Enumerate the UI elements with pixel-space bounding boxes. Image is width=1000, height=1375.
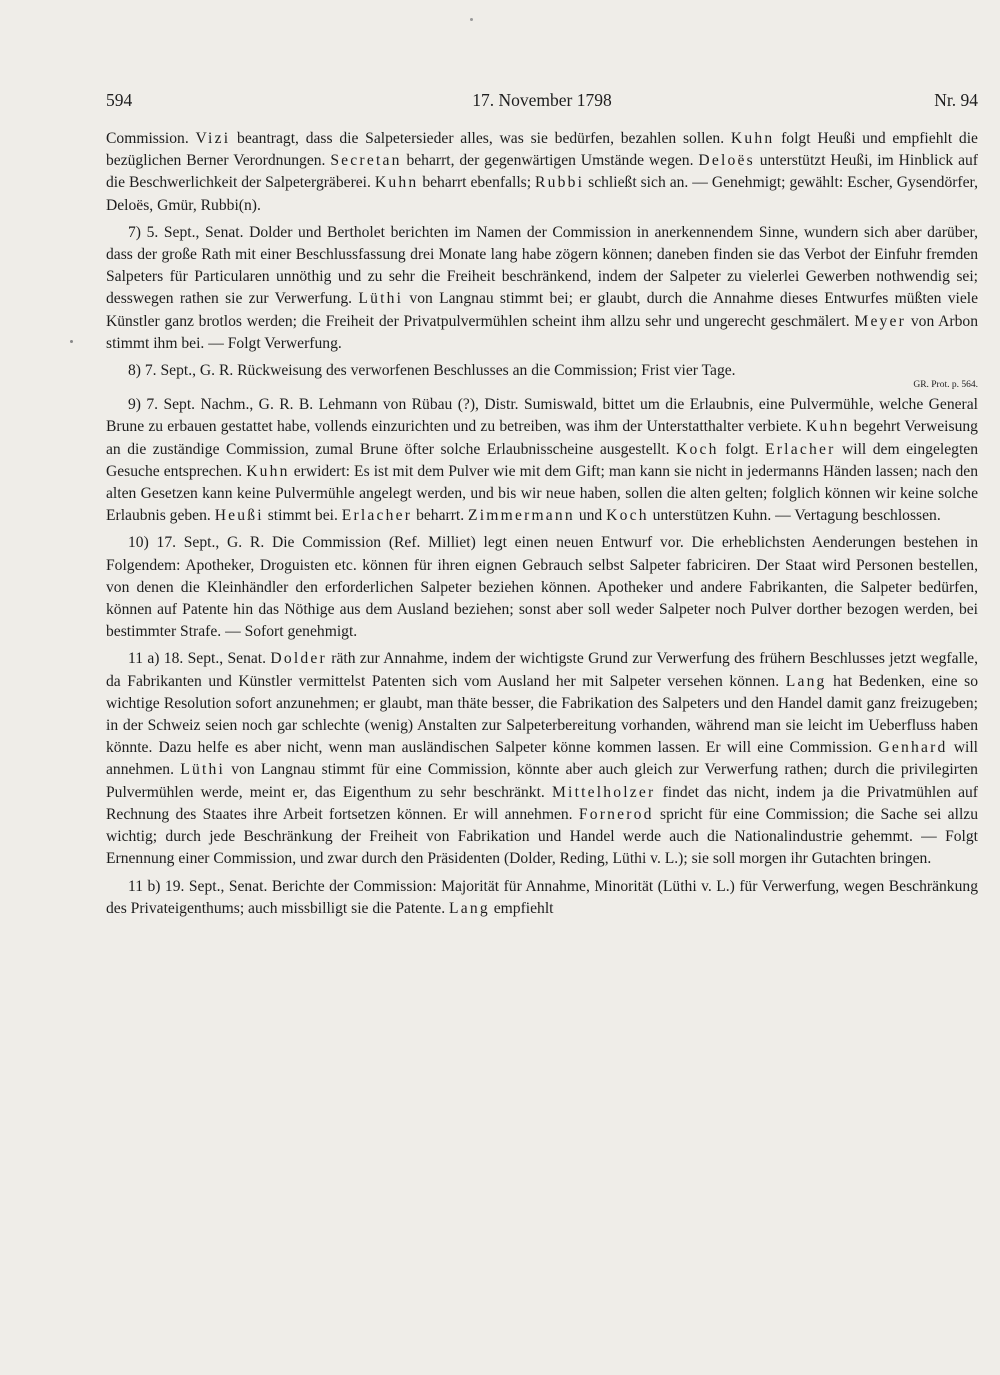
paragraph-commission [106,128,978,217]
text-run: 9) 7. Sept. Nachm., G. R. B. Lehmann von Rübau (?), Distr. Sumiswald, bittet um die Erlaubnis, eine Pulvermühle, welche General Brune zu erbauen gestattet habe, vollends einzurichten und zu betreiben, was ihm der Unterstatthalter verbiete. [106,396,978,436]
speaker-name: Erlacher [765,440,836,458]
text-run: folgt. [718,440,766,458]
text-run: beharrt ebenfalls; [418,174,536,192]
text-run: von Arbon stimmt ihm bei. — Folgt Verwerfung. [106,312,978,352]
speaker-name: Kuhn [246,462,290,480]
speaker-name: Deloës [698,152,755,170]
speaker-name: Lang [449,899,490,917]
speaker-name: Lüthi [358,290,404,308]
text-run: unterstützen Kuhn. — Vertagung beschlossen. [648,507,941,525]
text-run: will dem eingelegten Gesuche entsprechen. [106,440,978,480]
paragraph-9 [106,394,978,527]
text-run: unterstützt Heußi, im Hinblick auf die Beschwerlichkeit der Salpetergräberei. [106,152,978,192]
running-header [106,90,978,114]
speaker-name: Genhard [878,739,948,757]
speaker-name: Kuhn [806,418,850,436]
speaker-name: Secretan [330,152,402,170]
text-run: spricht für eine Commission; die Sache sei allzu wichtig; durch jede Beschränkung der Freiheit von Fabrikation und Handel werde auch die Nationalindustrie gehemmt. — Folgt Ernennung einer Commission, und zwar durch den Präsidenten (Dolder, Reding, Lüthi v. L.); sie soll morgen ihr Gutachten bringen. [106,805,978,868]
text-run: 11 a) 18. Sept., Senat. [128,650,271,668]
speaker-name: Rubbi [535,174,585,192]
text-run: von Langnau stimmt für eine Commission, könnte aber auch gleich zur Verwerfung rathen; durch die privilegirten Pulvermühlen werde, meint er, das Eigenthum zu sehr beschränkt. [106,761,978,801]
text-run: findet das nicht, indem ja die Privatmühlen auf Rechnung des Staates ihre Arbeit fortsetzen können. Er will annehmen. [106,783,978,823]
speaker-name: Koch [606,507,649,525]
text-run: 7) 5. Sept., Senat. Dolder und Bertholet berichten im Namen der Commission in anerkennendem Sinne, wundern sich aber darüber, dass der große Rath mit einer Beschlussfassung drei Monate lang habe zögern können; daneben finden sie das Verbot der Einfuhr fremden Salpeters für Particularen unnöthig und zu sehr die Freiheit beschränkend, indem der Salpeter zu vielerlei Gewerben nothwendig sei; desswegen rathen sie zur Verwerfung. [106,223,978,308]
speaker-name: Zimmermann [468,507,575,525]
document-number: Nr. 94 [934,90,978,110]
speaker-name: Koch [676,440,719,458]
speaker-name: Kuhn [730,130,775,147]
header-date: 17. November 1798 [472,90,612,110]
text-run: beharrt. [412,507,469,525]
print-speck [470,18,473,21]
text-run: begehrt Verweisung an die zuständige Commission, zumal Brune öfter solche Erlaubnisscheine ausgestellt. [106,418,978,458]
text-run: von Langnau stimmt bei; er glaubt, durch die Annahme dieses Entwurfes müßten viele Künstler ganz brotlos werden; die Freiheit der Privatpulvermühlen scheint ihm allzu sehr und ungerecht geschmälert. [106,290,978,330]
speaker-name: Lang [785,672,827,690]
speaker-name: Fornerod [578,805,654,823]
page-number: 594 [106,90,133,110]
speaker-name: Erlacher [341,507,413,525]
speaker-name: Lüthi [180,761,226,779]
margin-mark [70,340,73,343]
speaker-name: Vizi [195,130,231,147]
text-run: Commission. [106,130,196,147]
speaker-name: Dolder [270,650,327,668]
text-run: will annehmen. [106,739,978,779]
speaker-name: Heußi [214,507,264,525]
text-run: und [574,507,607,525]
paragraph-8 [106,360,978,382]
paragraph-10 [106,532,978,643]
paragraph-7 [106,222,978,355]
protocol-reference: GR. Prot. p. 564. [913,380,978,391]
speaker-name: Kuhn [374,174,419,192]
text-run: beharrt, der gegenwärtigen Umstände wegen. [401,152,699,170]
text-run: 8) 7. Sept., G. R. Rückweisung des verworfenen Beschlusses an die Commission; Frist vier Tage. [128,362,736,380]
text-run: schließt sich an. — Genehmigt; gewählt: Escher, Gysendörfer, Deloës, Gmür, Rubbi(n). [106,174,979,214]
body-text [106,128,978,925]
text-run: empfiehlt [489,899,554,917]
text-run: folgt Heußi und empfiehlt die bezüglichen Berner Verordnungen. [106,130,978,170]
paragraph-11a [106,648,978,870]
text-run: erwidert: Es ist mit dem Pulver wie mit dem Gift; man kann sie nicht in jedermanns Händen lassen; nach den alten Gesetzen kann keine Pulvermühle angelegt werden, und bis wir neue haben, sollen die alten gelten; folglich können wir keine solche Erlaubnis geben. [106,462,978,525]
text-run: hat Bedenken, eine so wichtige Resolution sofort anzunehmen; er glaubt, man thäte besser, die Fabrikation des Salpeters und den Handel damit ganz freizugeben; in der Schweiz seien noch gar schlechte (wenig) Anstalten zur Salpeterbereitung vorhanden, während man sie leicht im Ueberfluss haben könnte. Dazu helfe es aber nicht, wenn man ausländischen Salpeter könne kommen lassen. Er will eine Commission. [106,672,979,757]
speaker-name: Meyer [854,312,907,330]
text-run: räth zur Annahme, indem der wichtigste Grund zur Verwerfung des frühern Beschlusses jetzt wegfalle, da Fabrikanten und Künstler vermittelst Patenten sich vom Ausland her mit Salpeter versehen können. [106,650,978,690]
text-run: 11 b) 19. Sept., Senat. Berichte der Commission: Majorität für Annahme, Minorität (Lüthi v. L.) für Verwerfung, wegen Beschränkung des Privateigenthums; auch missbilligt sie die Patente. [106,877,978,917]
text-run: beantragt, dass die Salpetersieder alles, was sie bedürfen, bezahlen sollen. [230,130,731,147]
text-run: stimmt bei. [263,507,342,525]
text-run: 10) 17. Sept., G. R. Die Commission (Ref. Milliet) legt einen neuen Entwurf vor. Die erheblichsten Aenderungen bestehen in Folgendem: Apotheker, Droguisten etc. können für ihren eignen Gebrauch selbst Salpeter fabriciren. Der Staat wird Personen bestellen, von denen die Kleinhändler den erforderlichen Salpeter beziehen können. Apotheker und andere Fabrikanten, die Salpeter bedürfen, können auf Patente hin das Nöthige aus dem Ausland beziehen; sonst aber soll weder Salpeter noch Pulver dorther bezogen werden, bei bestimmter Strafe. — Sofort genehmigt. [106,534,978,641]
speaker-name: Mittelholzer [551,783,656,801]
paragraph-11b [106,876,978,920]
